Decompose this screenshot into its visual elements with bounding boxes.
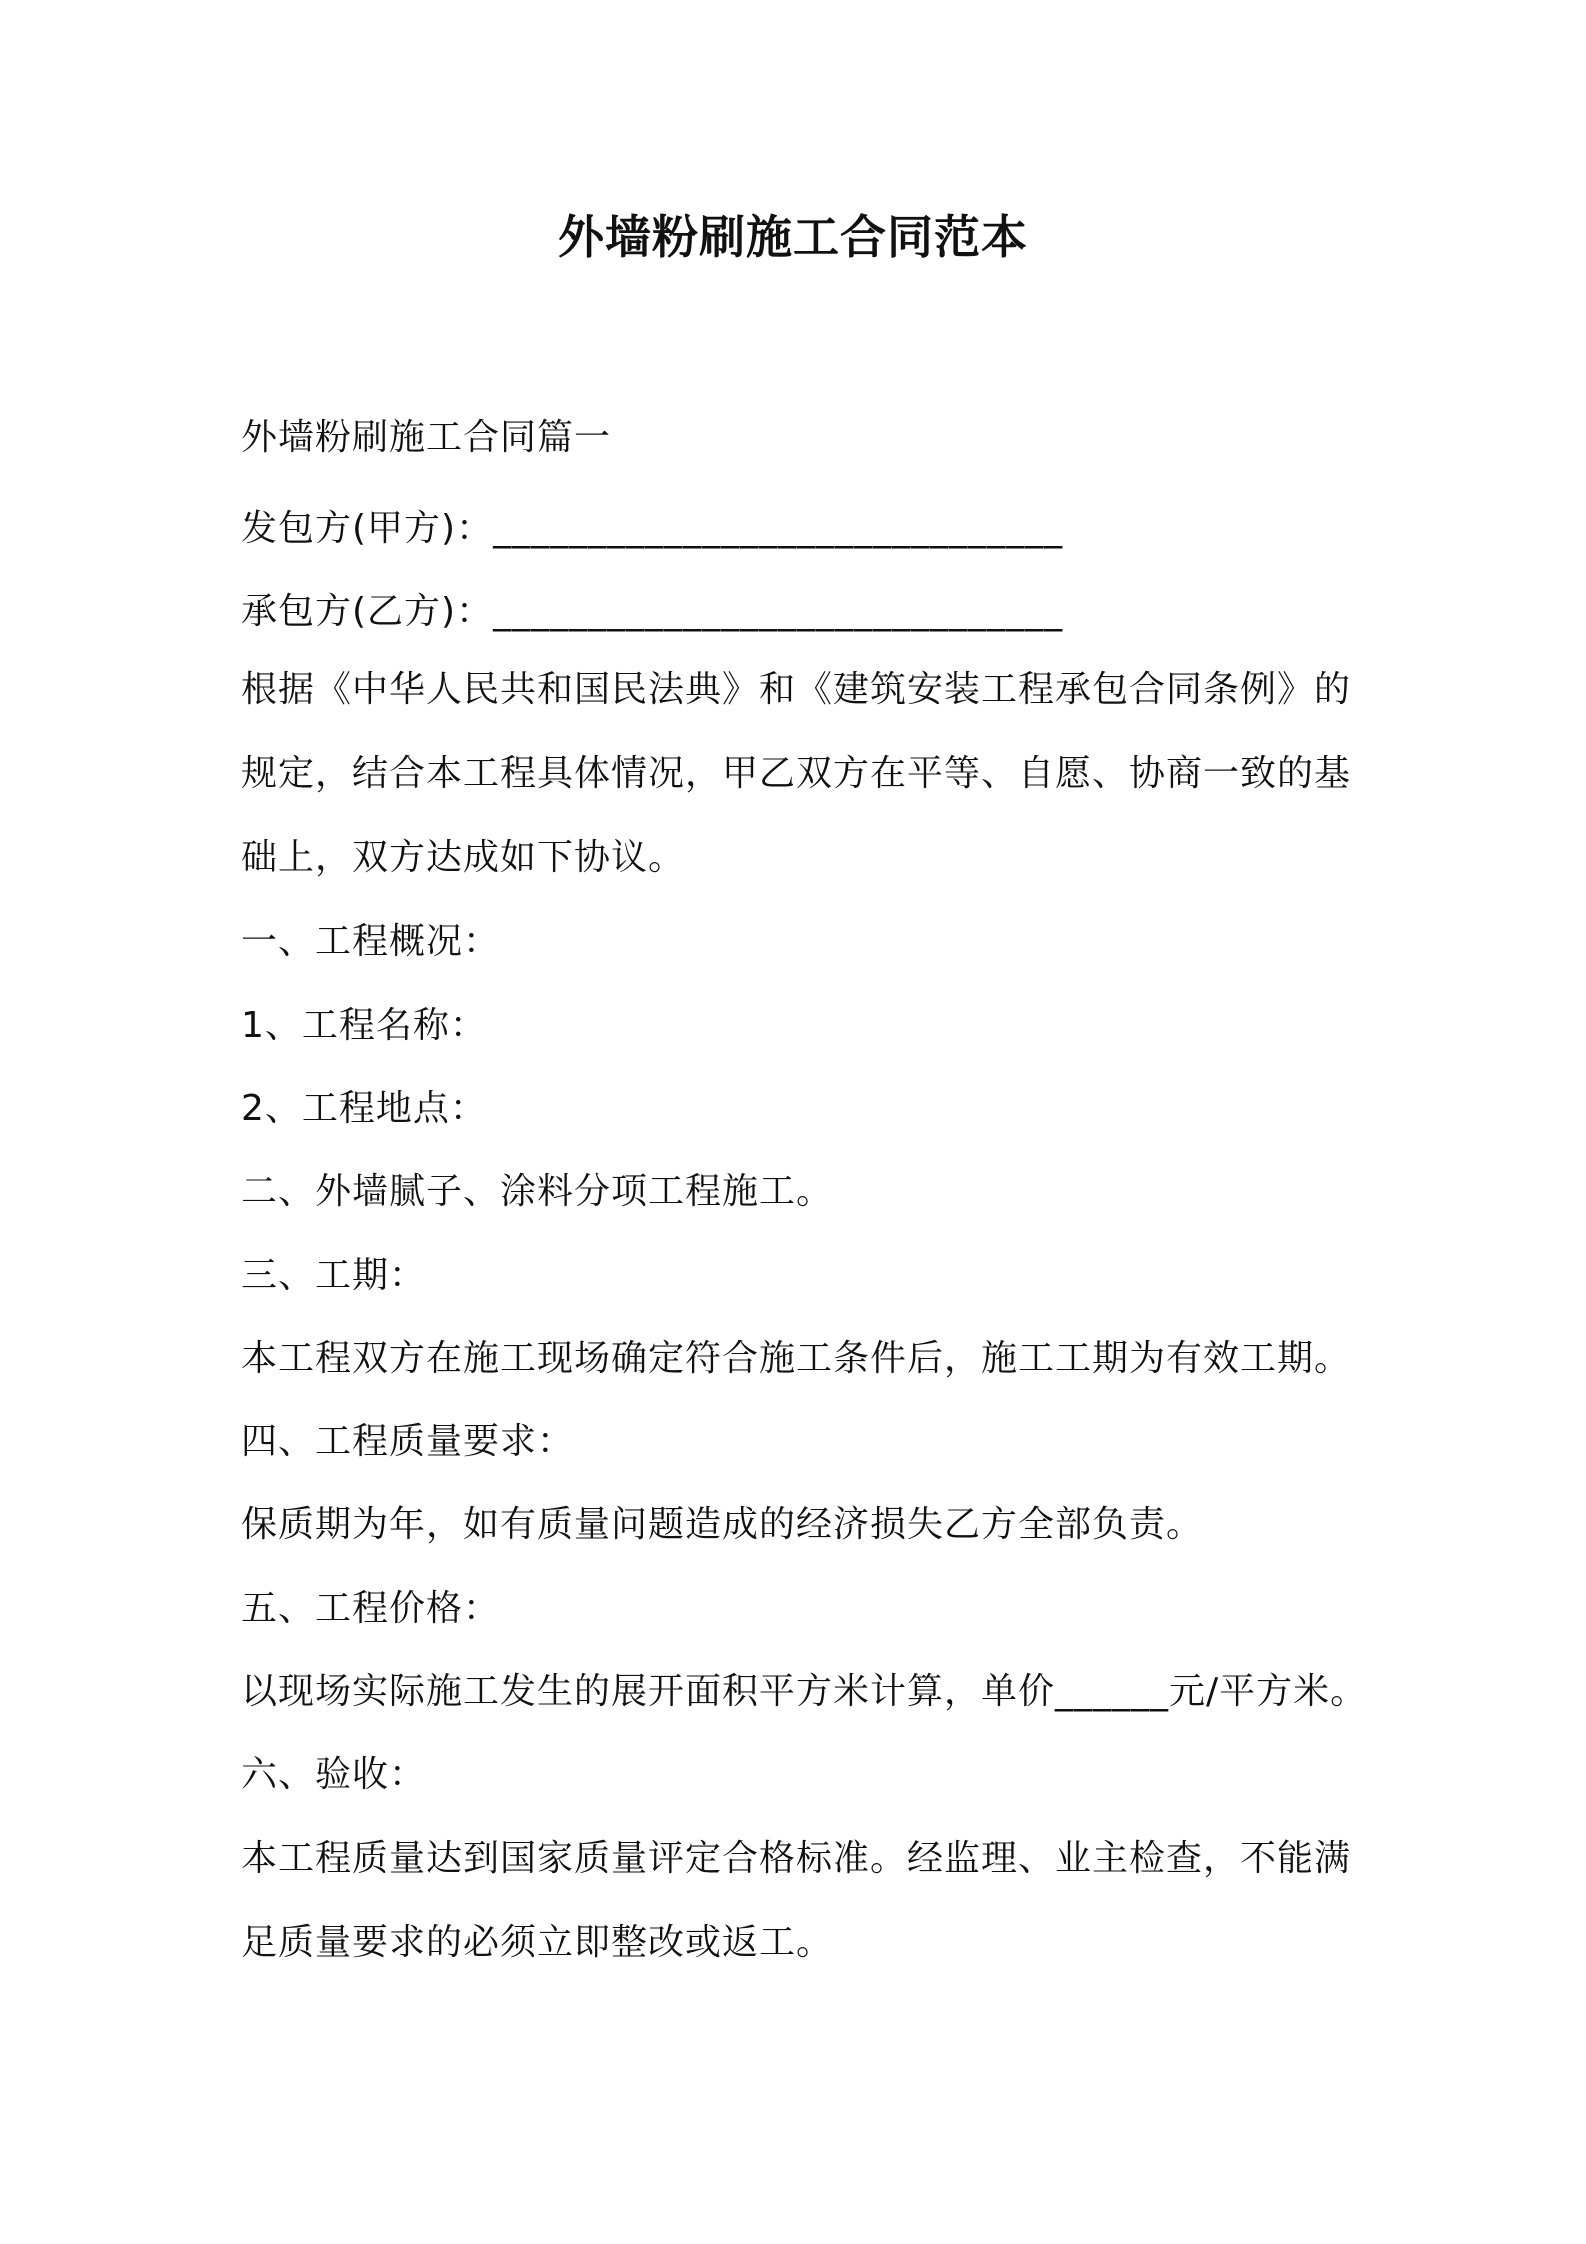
section-3-body: 本工程双方在施工现场确定符合施工条件后，施工工期为有效工期。 xyxy=(241,1338,1352,1379)
section-3-heading: 三、工期： xyxy=(241,1255,427,1296)
section-2-heading: 二、外墙腻子、涂料分项工程施工。 xyxy=(241,1171,834,1212)
party-a-line: 发包方(甲方)：______________________________ xyxy=(241,508,1064,549)
section-6-body: 本工程质量达到国家质量评定合格标准。经监理、业主检查，不能满足质量要求的必须立即整改或返工。 xyxy=(241,1838,1352,1963)
project-location-item: 2、工程地点： xyxy=(241,1088,487,1129)
party-b-line: 承包方(乙方)：______________________________ xyxy=(241,591,1064,632)
section-5-heading: 五、工程价格： xyxy=(241,1588,501,1629)
section-1-heading: 一、工程概况： xyxy=(241,921,501,962)
document-title: 外墙粉刷施工合同范本 xyxy=(558,210,1028,264)
section-6-heading: 六、验收： xyxy=(241,1754,427,1795)
preamble-paragraph: 根据《中华人民共和国民法典》和《建筑安装工程承包合同条例》的规定，结合本工程具体情况，甲乙双方在平等、自愿、协商一致的基础上，双方达成如下协议。 xyxy=(241,669,1352,878)
section-4-body: 保质期为年，如有质量问题造成的经济损失乙方全部负责。 xyxy=(241,1504,1204,1545)
contract-subtitle: 外墙粉刷施工合同篇一 xyxy=(241,417,612,458)
section-5-body: 以现场实际施工发生的展开面积平方米计算，单价______元/平方米。 xyxy=(241,1671,1368,1712)
section-4-heading: 四、工程质量要求： xyxy=(241,1421,575,1462)
project-name-item: 1、工程名称： xyxy=(241,1005,487,1046)
